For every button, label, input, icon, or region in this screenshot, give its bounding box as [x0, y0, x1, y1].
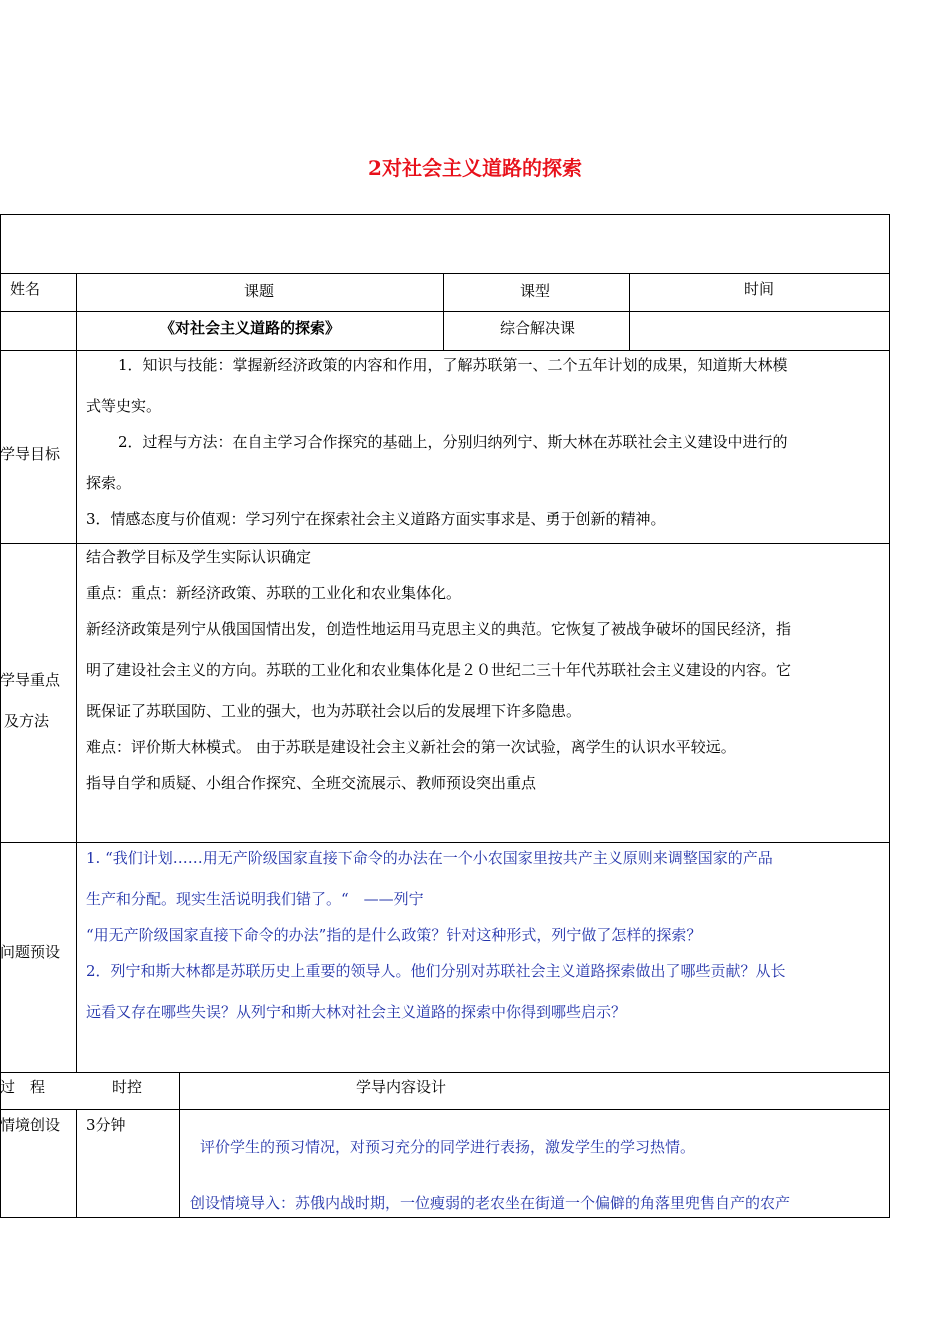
lesson-topic: 《对社会主义道路的探索》 [160, 319, 341, 337]
keypoints-line: 结合教学目标及学生实际认识确定 [86, 548, 312, 566]
table-line [179, 1072, 180, 1218]
process-time: 3分钟 [86, 1116, 126, 1134]
question-1-cont: 生产和分配。现实生活说明我们错了。“ ——列宁 [86, 890, 424, 908]
keypoints-line: 明了建设社会主义的方向。苏联的工业化和农业集体化是２０世纪二三十年代苏联社会主义建设的内容。它 [86, 661, 792, 679]
table-line [0, 842, 890, 843]
table-line [0, 273, 890, 274]
table-line [629, 273, 630, 351]
goals-label: 学导目标 [0, 445, 61, 463]
page-title: 2对社会主义道路的探索 [368, 156, 582, 180]
table-line [76, 273, 77, 1073]
table-border-left [0, 214, 1, 1218]
process-col-design: 学导内容设计 [356, 1078, 447, 1096]
keypoints-line: 重点：重点：新经济政策、苏联的工业化和农业集体化。 [86, 584, 462, 602]
question-2-cont: 远看又存在哪些失误？从列宁和斯大林对社会主义道路的探索中你得到哪些启示？ [86, 1003, 627, 1021]
question-1-ask: “用无产阶级国家直接下命令的办法”指的是什么政策？针对这种形式，列宁做了怎样的探索？ [86, 926, 702, 944]
goal-process-cont: 探索。 [86, 474, 132, 492]
keypoints-line: 既保证了苏联国防、工业的强大，也为苏联社会以后的发展埋下许多隐患。 [86, 702, 582, 720]
table-border-top [0, 214, 890, 215]
table-line [0, 1072, 890, 1073]
questions-label: 问题预设 [0, 943, 61, 961]
header-topic: 课题 [244, 282, 275, 300]
table-line [0, 311, 890, 312]
process-text: 创设情境导入：苏俄内战时期，一位瘦弱的老农坐在街道一个偏僻的角落里兜售自产的农产 [190, 1194, 791, 1212]
table-line [0, 1109, 890, 1110]
table-line [76, 1109, 77, 1218]
goal-process: 2．过程与方法：在自主学习合作探究的基础上，分别归纳列宁、斯大林在苏联社会主义建设中进行的 [118, 433, 788, 451]
table-line [0, 543, 890, 544]
header-time: 时间 [744, 280, 775, 298]
keypoints-label: 学导重点 [0, 671, 61, 689]
keypoints-line: 指导自学和质疑、小组合作探究、全班交流展示、教师预设突出重点 [86, 774, 537, 792]
keypoints-line: 难点：评价斯大林模式。 由于苏联是建设社会主义新社会的第一次试验，离学生的认识水平较远。 [86, 738, 736, 756]
table-border-right [889, 214, 890, 1218]
goal-attitude: 3．情感态度与价值观：学习列宁在探索社会主义道路方面实事求是、勇于创新的精神。 [86, 510, 666, 528]
header-type: 课型 [520, 282, 551, 300]
question-1: 1. “我们计划……用无产阶级国家直接下命令的办法在一个小农国家里按共产主义原则来调整国家的产品 [86, 849, 773, 867]
process-col-stage: 过 程 [0, 1078, 46, 1096]
process-col-time: 时控 [112, 1078, 143, 1096]
table-line [0, 350, 890, 351]
table-line [443, 273, 444, 351]
goal-knowledge: 1．知识与技能：掌握新经济政策的内容和作用，了解苏联第一、二个五年计划的成果，知道斯大林模 [118, 356, 788, 374]
goal-knowledge-cont: 式等史实。 [86, 397, 162, 415]
keypoints-label-method: 及方法 [4, 712, 50, 730]
header-name: 姓名 [10, 280, 41, 298]
question-2: 2．列宁和斯大林都是苏联历史上重要的领导人。他们分别对苏联社会主义道路探索做出了哪些贡献？从长 [86, 962, 786, 980]
process-stage: 情境创设 [0, 1116, 61, 1134]
keypoints-line: 新经济政策是列宁从俄国国情出发，创造性地运用马克思主义的典范。它恢复了被战争破坏的国民经济，指 [86, 620, 792, 638]
lesson-type: 综合解决课 [500, 319, 576, 337]
table-border-bottom [0, 1217, 890, 1218]
process-text: 评价学生的预习情况，对预习充分的同学进行表扬，激发学生的学习热情。 [200, 1138, 696, 1156]
